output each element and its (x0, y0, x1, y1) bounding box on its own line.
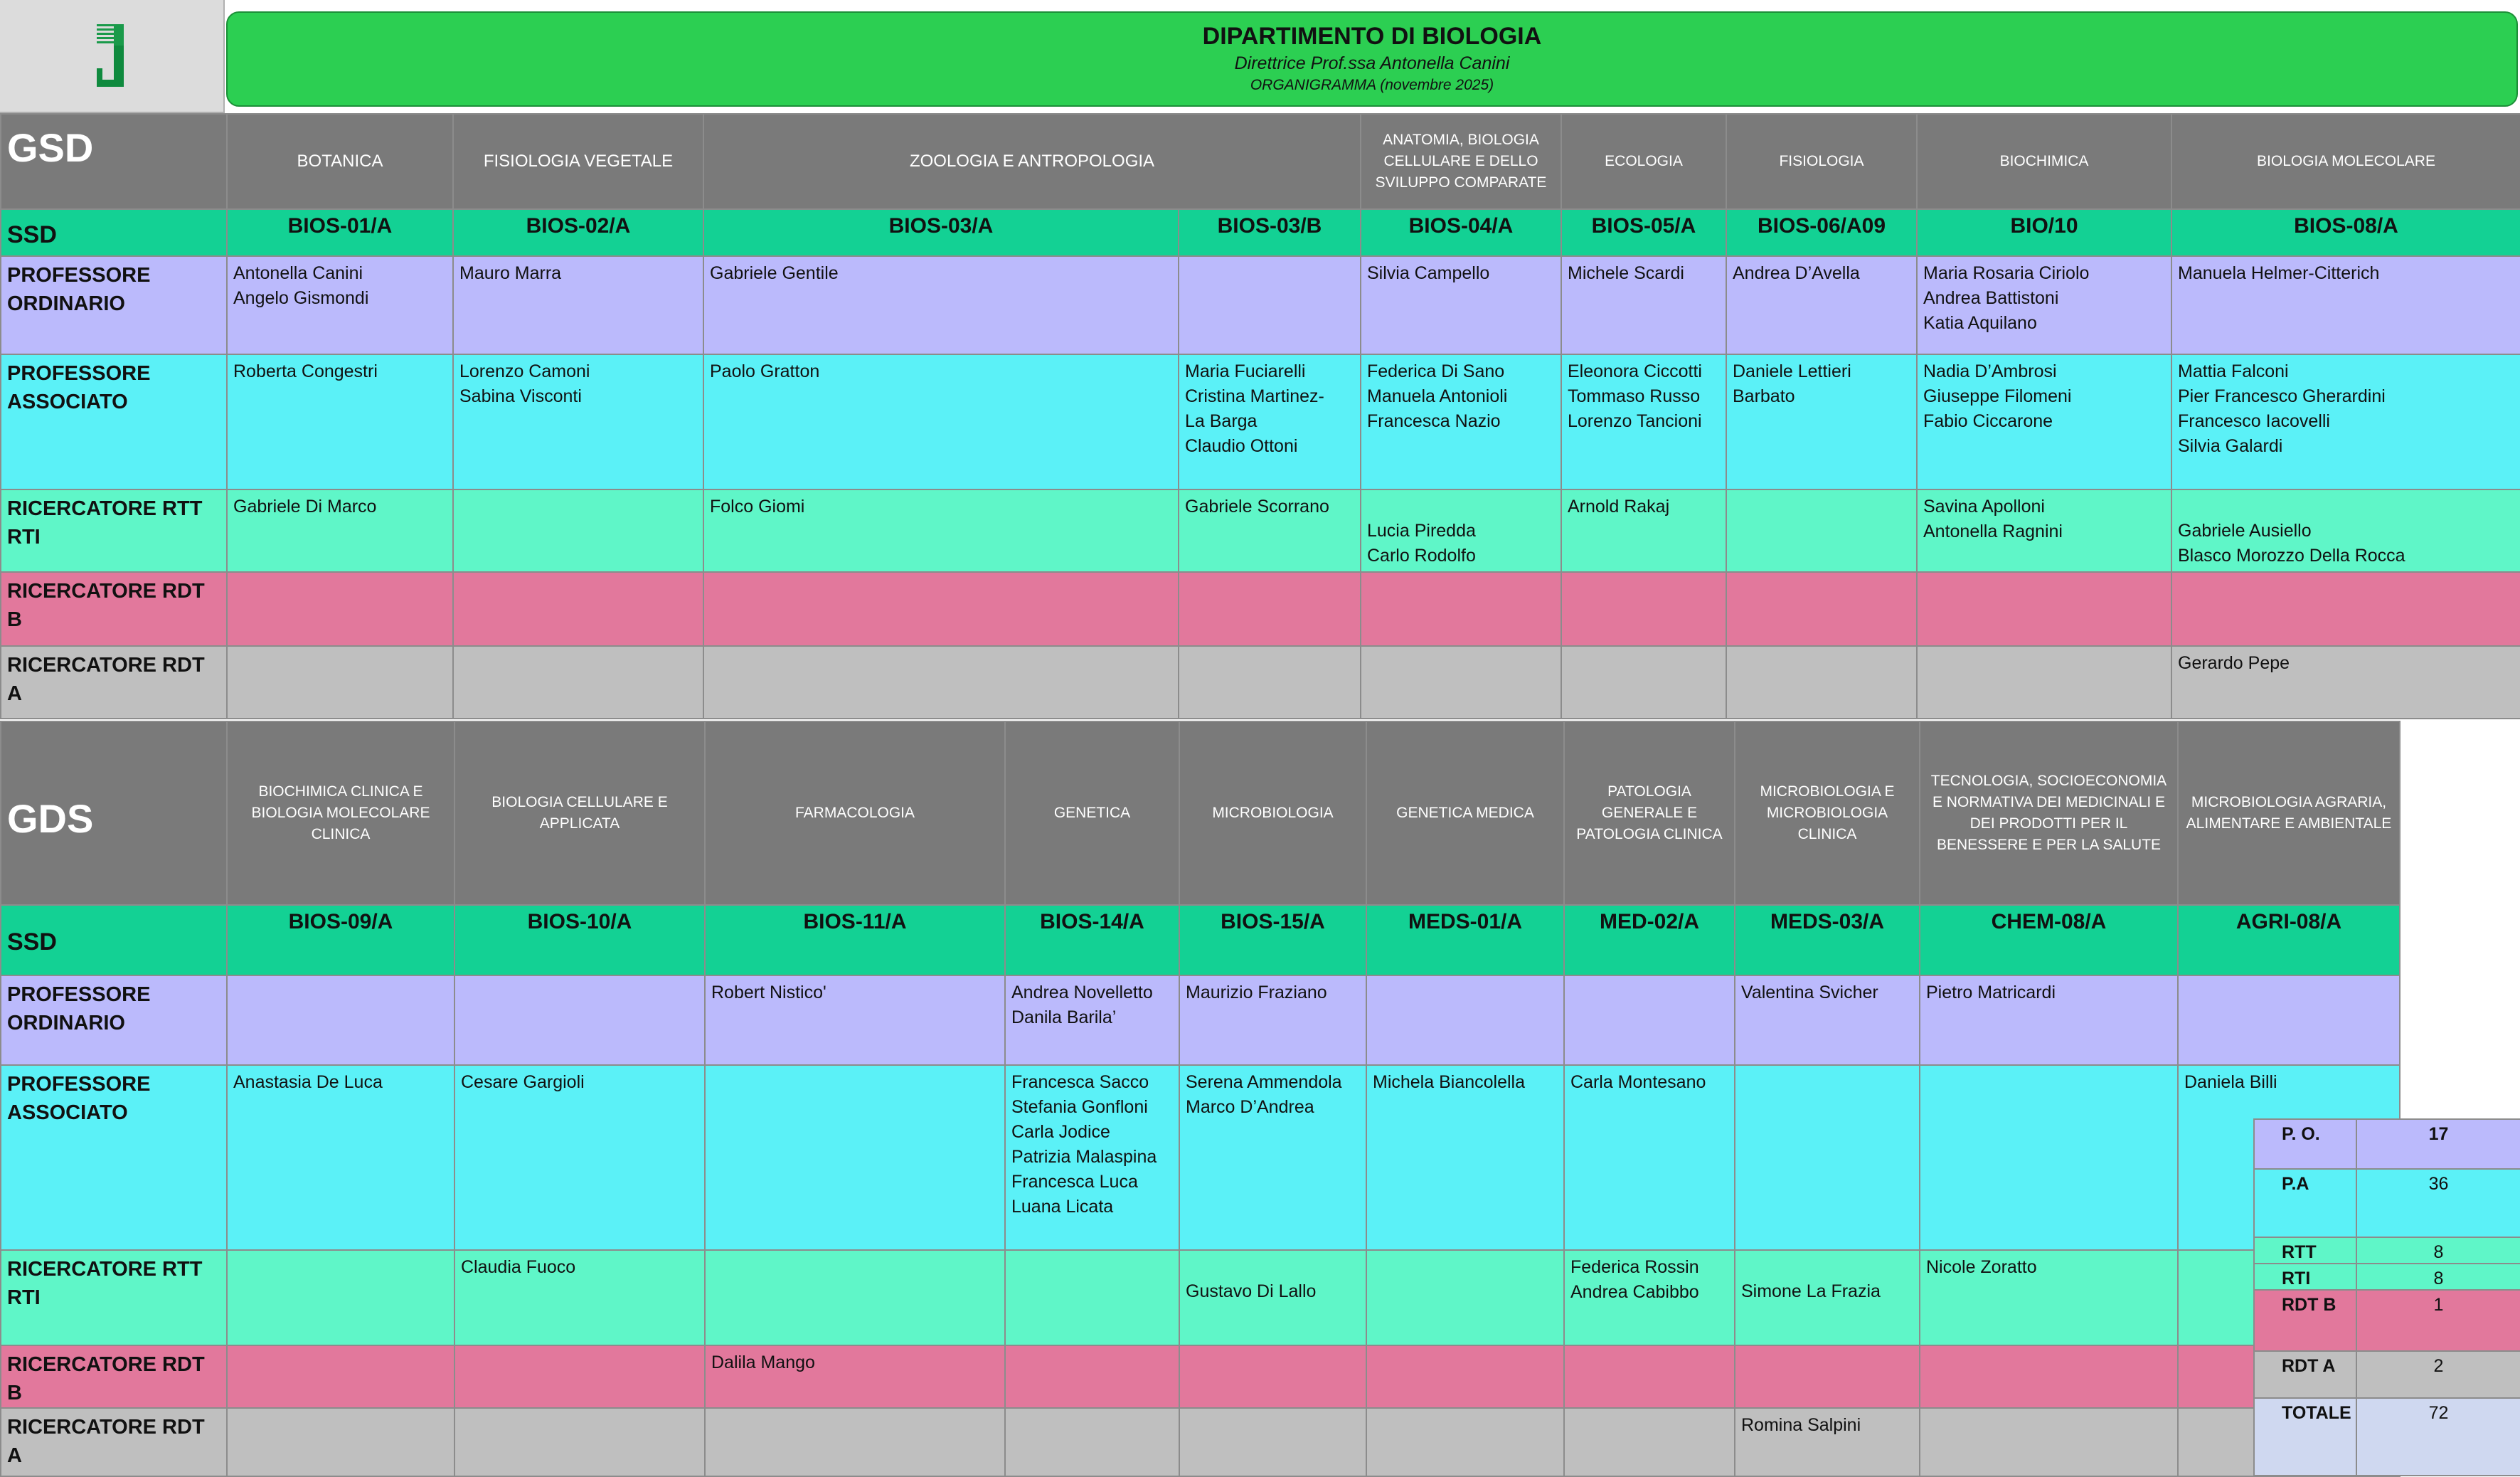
gds-area: GENETICA MEDICA (1366, 721, 1564, 905)
rdta-names: Romina Salpini (1735, 1408, 1920, 1476)
pa-names: Cesare Gargioli (454, 1065, 705, 1250)
pa-names: Francesca Sacco Stefania Gonfloni Carla Jodice Patrizia Malaspina Francesca Luca Luana Licata (1005, 1065, 1179, 1250)
gds-table (0, 721, 2401, 1477)
pa-names: Mattia Falconi Pier Francesco Gherardini Francesco Iacovelli Silvia Galardi (2171, 354, 2520, 489)
ssd-code: BIOS-05/A (1561, 209, 1726, 256)
rdta-names (1179, 1408, 1366, 1476)
gsd-area: BIOLOGIA MOLECOLARE (2171, 114, 2520, 209)
rtt-names: Gabriele Scorrano (1179, 489, 1361, 572)
total-label: RTT (2254, 1237, 2356, 1264)
pa-names: Daniela Billi (2178, 1065, 2400, 1250)
total-value: 72 (2356, 1398, 2520, 1476)
gds-area: MICROBIOLOGIA E MICROBIOLOGIA CLINICA (1735, 721, 1920, 905)
rti-names: Gabriele Ausiello Blasco Morozzo Della Rocca (2171, 489, 2520, 572)
gds-area: BIOCHIMICA CLINICA E BIOLOGIA MOLECOLARE CLINICA (227, 721, 454, 905)
rdta-names (1366, 1408, 1564, 1476)
rdta-names (1179, 646, 1361, 719)
total-value: 8 (2356, 1237, 2520, 1264)
gds-area: BIOLOGIA CELLULARE E APPLICATA (454, 721, 705, 905)
ssd-row-label: SSD (1, 905, 227, 975)
ssd-code: BIOS-15/A (1179, 905, 1366, 975)
rdtb-names (703, 572, 1179, 646)
rdta-row-label: RICERCATORE RDT A (1, 1408, 227, 1476)
rdtb-names (227, 572, 453, 646)
po-names: Silvia Campello (1361, 256, 1561, 354)
rdtb-names (1179, 572, 1361, 646)
rdtb-names (1726, 572, 1917, 646)
gds-area: MICROBIOLOGIA AGRARIA, ALIMENTARE E AMBIENTALE (2178, 721, 2400, 905)
department-title: DIPARTIMENTO DI BIOLOGIA (1202, 23, 1542, 50)
rdta-names (454, 1408, 705, 1476)
gsd-area: ECOLOGIA (1561, 114, 1726, 209)
pa-names: Serena Ammendola Marco D’Andrea (1179, 1065, 1366, 1250)
ssd-code: BIOS-06/A09 (1726, 209, 1917, 256)
ssd-code: MEDS-03/A (1735, 905, 1920, 975)
pa-names: Eleonora Ciccotti Tommaso Russo Lorenzo Tancioni (1561, 354, 1726, 489)
rdtb-names (454, 1345, 705, 1408)
rtt-names: Savina Apolloni Antonella Ragnini (1917, 489, 2171, 572)
rdtb-names (227, 1345, 454, 1408)
pa-names: Paolo Gratton (703, 354, 1179, 489)
ssd-code: MED-02/A (1564, 905, 1735, 975)
po-names: Andrea D’Avella (1726, 256, 1917, 354)
po-names: Maria Rosaria Ciriolo Andrea Battistoni Katia Aquilano (1917, 256, 2171, 354)
pa-names (1920, 1065, 2178, 1250)
gsd-table (0, 113, 2520, 719)
po-names: Valentina Svicher (1735, 975, 1920, 1065)
rdta-names (1005, 1408, 1179, 1476)
pa-row-label: PROFESSORE ASSOCIATO (1, 1065, 227, 1250)
po-names: Andrea Novelletto Danila Barila’ (1005, 975, 1179, 1065)
pa-names: Nadia D’Ambrosi Giuseppe Filomeni Fabio Ciccarone (1917, 354, 2171, 489)
po-names (2178, 975, 2400, 1065)
pa-names: Anastasia De Luca (227, 1065, 454, 1250)
ssd-code: BIOS-14/A (1005, 905, 1179, 975)
po-names: Pietro Matricardi (1920, 975, 2178, 1065)
po-row-label: PROFESSORE ORDINARIO (1, 975, 227, 1065)
ssd-code: BIOS-01/A (227, 209, 453, 256)
rtt-names (227, 1250, 454, 1345)
rdta-names (1920, 1408, 2178, 1476)
po-names (1366, 975, 1564, 1065)
rdta-names: Gerardo Pepe (2171, 646, 2520, 719)
ssd-code: BIOS-10/A (454, 905, 705, 975)
total-value: 36 (2356, 1169, 2520, 1237)
director-line: Direttrice Prof.ssa Antonella Canini (1234, 53, 1510, 73)
gsd-area: FISIOLOGIA (1726, 114, 1917, 209)
rtt-names (705, 1250, 1005, 1345)
totals-table (2253, 1118, 2520, 1476)
header-banner (226, 11, 2518, 107)
rdtb-names (1917, 572, 2171, 646)
rdta-names (1564, 1408, 1735, 1476)
organigram-subtitle: ORGANIGRAMMA (novembre 2025) (1250, 77, 1494, 93)
pa-names: Carla Montesano (1564, 1065, 1735, 1250)
pa-names: Federica Di Sano Manuela Antonioli Francesca Nazio (1361, 354, 1561, 489)
rdtb-names (1005, 1345, 1179, 1408)
gds-section-title: GDS (1, 721, 227, 905)
rdta-names (705, 1408, 1005, 1476)
rtt-names: Claudia Fuoco (454, 1250, 705, 1345)
gds-area: GENETICA (1005, 721, 1179, 905)
total-label: RTI (2254, 1264, 2356, 1290)
gsd-section-title: GSD (1, 114, 227, 209)
gsd-area: BIOCHIMICA (1917, 114, 2171, 209)
rdta-names (227, 646, 453, 719)
rdta-names (703, 646, 1179, 719)
rtt-names: Gabriele Di Marco (227, 489, 453, 572)
ssd-code: CHEM-08/A (1920, 905, 2178, 975)
rdta-names (1917, 646, 2171, 719)
gsd-area: FISIOLOGIA VEGETALE (453, 114, 703, 209)
gsd-area: BOTANICA (227, 114, 453, 209)
total-value: 8 (2356, 1264, 2520, 1290)
rti-names: Gustavo Di Lallo (1179, 1250, 1366, 1345)
rtt-names: Arnold Rakaj (1561, 489, 1726, 572)
ssd-code: BIO/10 (1917, 209, 2171, 256)
pa-row-label: PROFESSORE ASSOCIATO (1, 354, 227, 489)
rdtb-names (1920, 1345, 2178, 1408)
rtt-names: Federica Rossin Andrea Cabibbo (1564, 1250, 1735, 1345)
rti-names: Lucia Piredda Carlo Rodolfo (1361, 489, 1561, 572)
total-label: P. O. (2254, 1119, 2356, 1169)
ssd-code: BIOS-03/B (1179, 209, 1361, 256)
ssd-code: BIOS-11/A (705, 905, 1005, 975)
university-logo (0, 0, 225, 113)
po-names: Michele Scardi (1561, 256, 1726, 354)
rdtb-row-label: RICERCATORE RDT B (1, 1345, 227, 1408)
rdta-names (453, 646, 703, 719)
gds-area: FARMACOLOGIA (705, 721, 1005, 905)
ssd-code: BIOS-03/A (703, 209, 1179, 256)
total-value: 2 (2356, 1351, 2520, 1398)
pa-names: Maria Fuciarelli Cristina Martinez- La Barga Claudio Ottoni (1179, 354, 1361, 489)
po-names (227, 975, 454, 1065)
ssd-code: MEDS-01/A (1366, 905, 1564, 975)
pa-names: Daniele Lettieri Barbato (1726, 354, 1917, 489)
rdtb-names (1361, 572, 1561, 646)
rtt-row-label: RICERCATORE RTT RTI (1, 489, 227, 572)
ssd-code: BIOS-08/A (2171, 209, 2520, 256)
total-label: P.A (2254, 1169, 2356, 1237)
po-names: Manuela Helmer-Citterich (2171, 256, 2520, 354)
po-names: Mauro Marra (453, 256, 703, 354)
gsd-area: ZOOLOGIA E ANTROPOLOGIA (703, 114, 1361, 209)
ssd-code: BIOS-04/A (1361, 209, 1561, 256)
po-names: Robert Nistico' (705, 975, 1005, 1065)
rdtb-names (453, 572, 703, 646)
pa-names (1735, 1065, 1920, 1250)
rtt-names: Folco Giomi (703, 489, 1179, 572)
po-names: Maurizio Fraziano (1179, 975, 1366, 1065)
gds-area: MICROBIOLOGIA (1179, 721, 1366, 905)
rti-names: Simone La Frazia (1735, 1250, 1920, 1345)
total-value: 17 (2356, 1119, 2520, 1169)
rdta-names (1561, 646, 1726, 719)
total-label: TOTALE (2254, 1398, 2356, 1476)
rdtb-names (1561, 572, 1726, 646)
rdtb-names (1366, 1345, 1564, 1408)
ssd-row-label: SSD (1, 209, 227, 256)
gds-area: TECNOLOGIA, SOCIOECONOMIA E NORMATIVA DEI MEDICINALI E DEI PRODOTTI PER IL BENESSERE E PER LA SALUTE (1920, 721, 2178, 905)
pa-names: Roberta Congestri (227, 354, 453, 489)
total-value: 1 (2356, 1290, 2520, 1351)
rdtb-names (1179, 1345, 1366, 1408)
rdta-names (1361, 646, 1561, 719)
rdtb-names (1564, 1345, 1735, 1408)
po-names (1564, 975, 1735, 1065)
total-label: RDT B (2254, 1290, 2356, 1351)
ssd-code: BIOS-02/A (453, 209, 703, 256)
rdta-names (227, 1408, 454, 1476)
rdta-row-label: RICERCATORE RDT A (1, 646, 227, 719)
gds-area: PATOLOGIA GENERALE E PATOLOGIA CLINICA (1564, 721, 1735, 905)
rdtb-row-label: RICERCATORE RDT B (1, 572, 227, 646)
po-names (454, 975, 705, 1065)
po-row-label: PROFESSORE ORDINARIO (1, 256, 227, 354)
pa-names: Lorenzo Camoni Sabina Visconti (453, 354, 703, 489)
po-names (1179, 256, 1361, 354)
rdta-names (1726, 646, 1917, 719)
pa-names (705, 1065, 1005, 1250)
po-names: Antonella Canini Angelo Gismondi (227, 256, 453, 354)
ssd-code: BIOS-09/A (227, 905, 454, 975)
rtt-names (1005, 1250, 1179, 1345)
rtt-names (1366, 1250, 1564, 1345)
gsd-area: ANATOMIA, BIOLOGIA CELLULARE E DELLO SVILUPPO COMPARATE (1361, 114, 1561, 209)
rdtb-names: Dalila Mango (705, 1345, 1005, 1408)
logo-icon (92, 21, 129, 90)
rtt-row-label: RICERCATORE RTT RTI (1, 1250, 227, 1345)
ssd-code: AGRI-08/A (2178, 905, 2400, 975)
rdtb-names (1735, 1345, 1920, 1408)
po-names: Gabriele Gentile (703, 256, 1179, 354)
pa-names: Michela Biancolella (1366, 1065, 1564, 1250)
rtt-names (1726, 489, 1917, 572)
rtt-names: Nicole Zoratto (1920, 1250, 2178, 1345)
rtt-names (453, 489, 703, 572)
rdtb-names (2171, 572, 2520, 646)
total-label: RDT A (2254, 1351, 2356, 1398)
